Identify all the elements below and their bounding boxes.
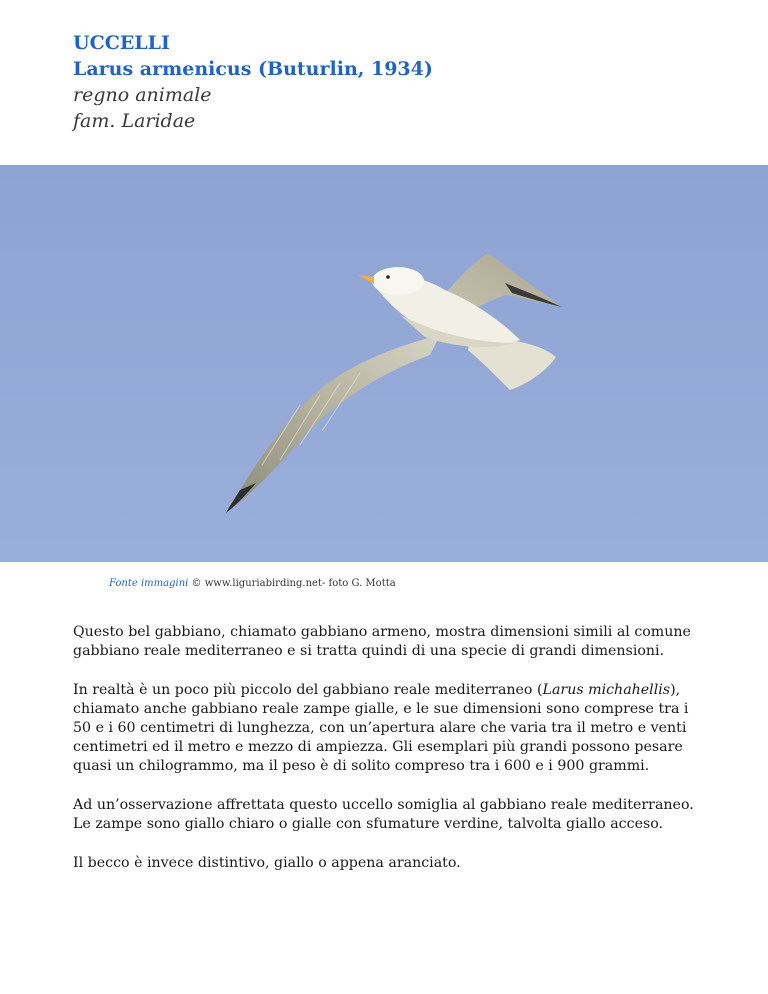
copyright-symbol: ©	[191, 578, 202, 589]
gull-illustration	[0, 165, 768, 562]
document-header	[73, 30, 433, 134]
body-text	[73, 623, 703, 893]
paragraph-2-part-b: ), chiamato anche gabbiano reale zampe gialle, e le sue dimensioni sono comprese tra i 50 e i 60 centimetri di lunghezza, con un’apertura alare che varia tra il metro e venti centimetri ed il metro e mezzo di ampiezza. Gli esemplari più grandi possono pesare quasi un chilogrammo, ma il peso è di solito compreso tra i 600 e i 900 grammi.	[73, 682, 689, 774]
paragraph-2-part-a: In realtà è un poco più piccolo del gabbiano reale mediterraneo (	[73, 682, 543, 698]
gull-photo	[0, 165, 768, 562]
species-title: Larus armenicus (Buturlin, 1934)	[73, 58, 433, 80]
credit-source-label: Fonte immagini	[109, 578, 189, 589]
family-label: fam. Laridae	[73, 110, 196, 132]
image-credit	[109, 578, 396, 589]
paragraph-2	[73, 681, 703, 776]
credit-text: www.liguriabirding.net- foto G. Motta	[204, 578, 396, 589]
paragraph-1: Questo bel gabbiano, chiamato gabbiano armeno, mostra dimensioni simili al comune gabbiano reale mediterraneo e si tratta quindi di una specie di grandi dimensioni.	[73, 624, 691, 659]
paragraph-4: Il becco è invece distintivo, giallo o appena aranciato.	[73, 855, 461, 871]
paragraph-3: Ad un’osservazione affrettata questo uccello somiglia al gabbiano reale mediterraneo. Le zampe sono giallo chiaro o gialle con sfumature verdine, talvolta giallo acceso.	[73, 797, 694, 832]
category-title: UCCELLI	[73, 32, 170, 54]
kingdom-label: regno animale	[73, 84, 212, 106]
scientific-name-italic: Larus michahellis	[542, 682, 671, 698]
